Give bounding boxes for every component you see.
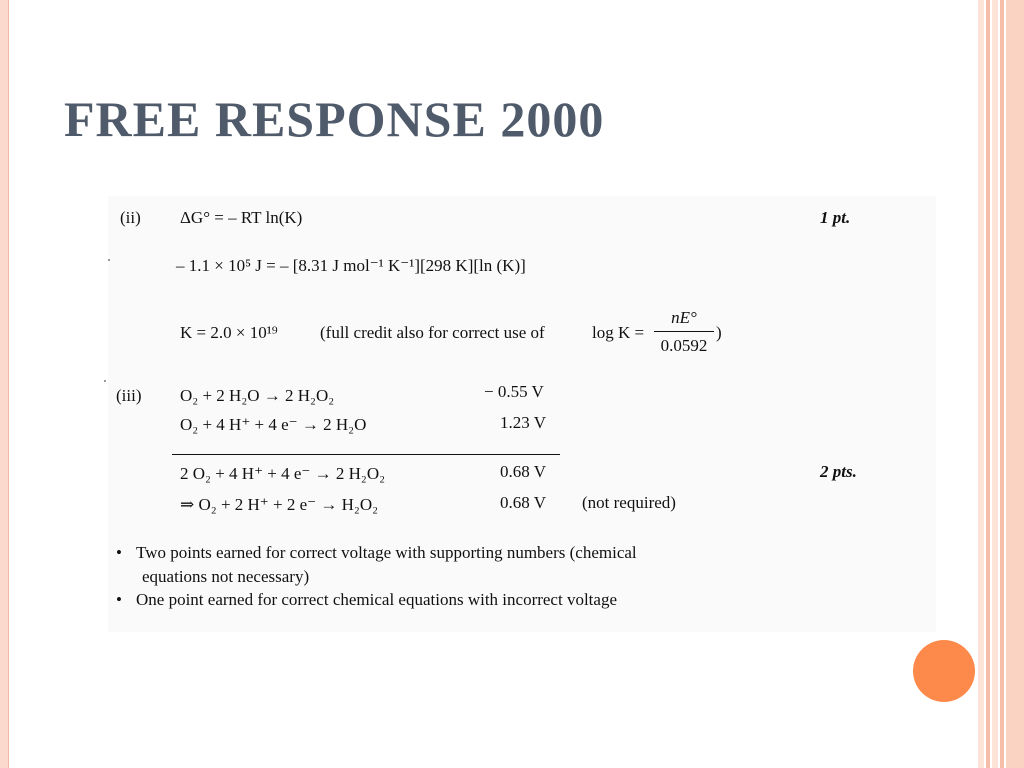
bullet-marker: • <box>116 590 122 609</box>
bullet-1-text: Two points earned for correct voltage with supporting numbers (chemical <box>136 543 637 562</box>
part-ii-points: 1 pt. <box>820 208 851 227</box>
left-border <box>0 0 9 768</box>
not-required-note: (not required) <box>582 493 676 512</box>
reaction-4-equation: ⇒ O₂ + 2 H⁺ + 2 e⁻ → H₂O₂ <box>180 495 379 514</box>
substitution-line: – 1.1 × 10⁵ J = – [8.31 J mol⁻¹ K⁻¹][298 K][ln (K)] <box>176 256 526 275</box>
scan-speck <box>108 259 110 261</box>
log-k-label: log K = <box>592 323 645 342</box>
bullet-1-continuation: equations not necessary) <box>142 567 310 586</box>
note-close-paren: ) <box>716 323 722 342</box>
reaction-1-equation: O₂ + 2 H₂O → 2 H₂O₂ <box>180 386 335 405</box>
reaction-1-voltage: − 0.55 V <box>484 382 544 401</box>
part-iii-points: 2 pts. <box>820 462 857 481</box>
fraction-bar <box>654 331 714 332</box>
decorative-orange-circle <box>913 640 975 702</box>
scanned-answer-key <box>108 196 936 632</box>
part-ii-label: (ii) <box>120 208 141 227</box>
part-iii-label: (iii) <box>116 386 142 405</box>
reaction-2-voltage: 1.23 V <box>500 413 546 432</box>
bullet-2-text: One point earned for correct chemical equations with incorrect voltage <box>136 590 617 609</box>
reaction-3-voltage: 0.68 V <box>500 462 546 481</box>
reaction-2-equation: O₂ + 4 H⁺ + 4 e⁻ → 2 H₂O <box>180 415 367 434</box>
reaction-4-voltage: 0.68 V <box>500 493 546 512</box>
right-border-stripe <box>1006 0 1024 768</box>
fraction-numerator: nE° <box>671 308 697 327</box>
fraction-denominator: 0.0592 <box>660 336 708 355</box>
slide-title: FREE RESPONSE 2000 <box>64 91 605 147</box>
right-border-stripe <box>986 0 990 768</box>
right-border-stripe <box>992 0 998 768</box>
reaction-3-equation: 2 O₂ + 4 H⁺ + 4 e⁻ → 2 H₂O₂ <box>180 464 386 483</box>
credit-note: (full credit also for correct use of <box>320 323 545 342</box>
right-border-stripe <box>978 0 984 768</box>
k-result: K = 2.0 × 10¹⁹ <box>180 323 278 342</box>
bullet-marker: • <box>116 543 122 562</box>
sum-divider <box>172 454 560 455</box>
gibbs-equation: ΔG° = – RT ln(K) <box>180 208 303 227</box>
right-border-stripe <box>1000 0 1004 768</box>
scan-speck <box>104 380 106 382</box>
